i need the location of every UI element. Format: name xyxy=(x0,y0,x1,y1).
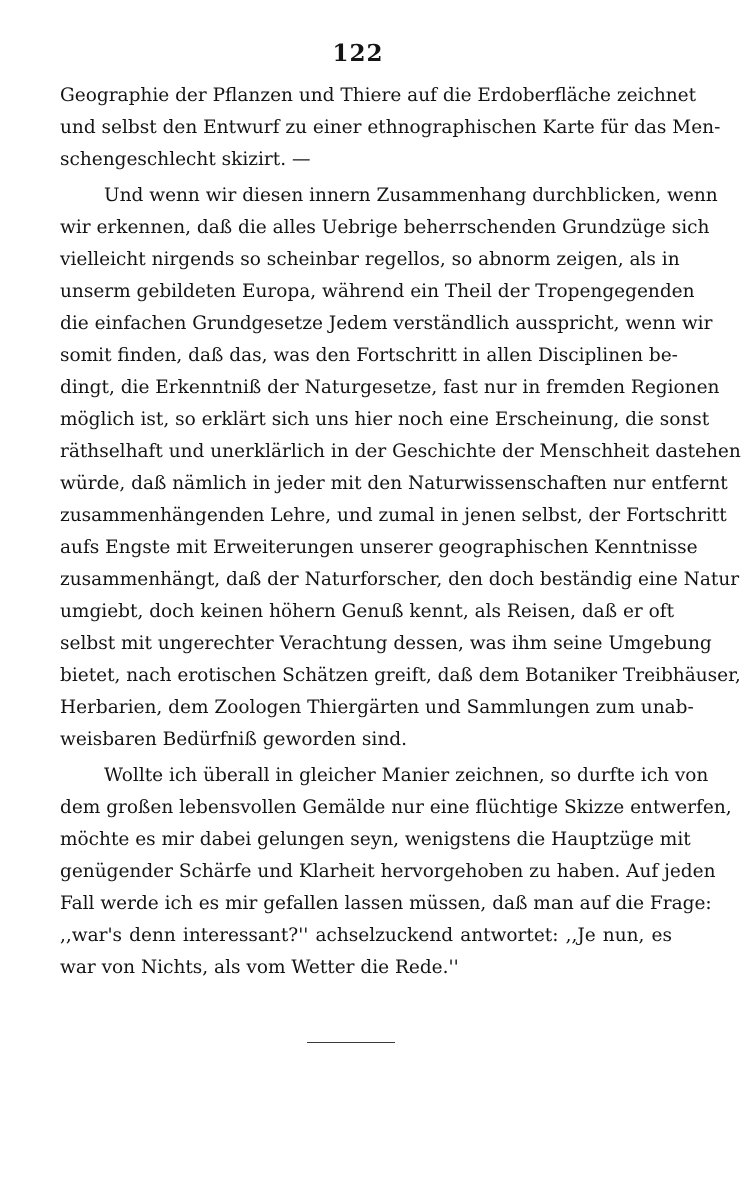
text-line: zusammenhängt, daß der Naturforscher, den doch beständig eine Natur xyxy=(60,569,740,590)
text-line: genügender Schärfe und Klarheit hervorgehoben zu haben. Auf jeden xyxy=(60,861,716,882)
page-number: 122 xyxy=(332,40,384,67)
text-line: Herbarien, dem Zoologen Thiergärten und Sammlungen zum unab- xyxy=(60,697,694,718)
text-line: die einfachen Grundgesetze Jedem verständlich ausspricht, wenn wir xyxy=(60,313,713,334)
text-line: somit finden, daß das, was den Fortschritt in allen Disciplinen be- xyxy=(60,345,678,366)
body-text xyxy=(60,80,741,988)
text-line: schengeschlecht skizirt. — xyxy=(60,149,311,170)
text-line: dem großen lebensvollen Gemälde nur eine flüchtige Skizze entwerfen, xyxy=(60,797,732,818)
text-line: war von Nichts, als vom Wetter die Rede.'' xyxy=(60,957,459,978)
text-line: dingt, die Erkenntniß der Naturgesetze, fast nur in fremden Regionen xyxy=(60,377,720,398)
end-divider xyxy=(307,1042,395,1043)
text-line: aufs Engste mit Erweiterungen unserer geographischen Kenntnisse xyxy=(60,537,698,558)
paragraph-1 xyxy=(60,80,721,176)
text-line: zusammenhängenden Lehre, und zumal in jenen selbst, der Fortschritt xyxy=(60,505,727,526)
text-line: würde, daß nämlich in jeder mit den Naturwissenschaften nur entfernt xyxy=(60,473,728,494)
text-line: selbst mit ungerechter Verachtung dessen, was ihm seine Umgebung xyxy=(60,633,712,654)
paragraph-3 xyxy=(60,760,732,984)
text-line: vielleicht nirgends so scheinbar regellos, so abnorm zeigen, als in xyxy=(60,249,680,270)
text-line: ,,war's denn interessant?'' achselzuckend antwortet: ,,Je nun, es xyxy=(60,925,672,946)
text-line: weisbaren Bedürfniß geworden sind. xyxy=(60,729,407,750)
text-line: Fall werde ich es mir gefallen lassen müssen, daß man auf die Frage: xyxy=(60,893,712,914)
text-line: umgiebt, doch keinen höhern Genuß kennt, als Reisen, daß er oft xyxy=(60,601,675,622)
text-line: möchte es mir dabei gelungen seyn, wenigstens die Hauptzüge mit xyxy=(60,829,691,850)
text-line: und selbst den Entwurf zu einer ethnographischen Karte für das Men- xyxy=(60,117,721,138)
text-line: Geographie der Pflanzen und Thiere auf die Erdoberfläche zeichnet xyxy=(60,85,697,106)
paragraph-2 xyxy=(60,180,741,756)
text-line: unserm gebildeten Europa, während ein Theil der Tropengegenden xyxy=(60,281,695,302)
text-line: möglich ist, so erklärt sich uns hier noch eine Erscheinung, die sonst xyxy=(60,409,710,430)
text-line: Und wenn wir diesen innern Zusammenhang durchblicken, wenn xyxy=(104,185,718,206)
text-line: Wollte ich überall in gleicher Manier zeichnen, so durfte ich von xyxy=(104,765,709,786)
text-line: räthselhaft und unerklärlich in der Geschichte der Menschheit dastehen xyxy=(60,441,741,462)
text-line: wir erkennen, daß die alles Uebrige beherrschenden Grundzüge sich xyxy=(60,217,710,238)
text-line: bietet, nach erotischen Schätzen greift, daß dem Botaniker Treibhäuser, xyxy=(60,665,741,686)
